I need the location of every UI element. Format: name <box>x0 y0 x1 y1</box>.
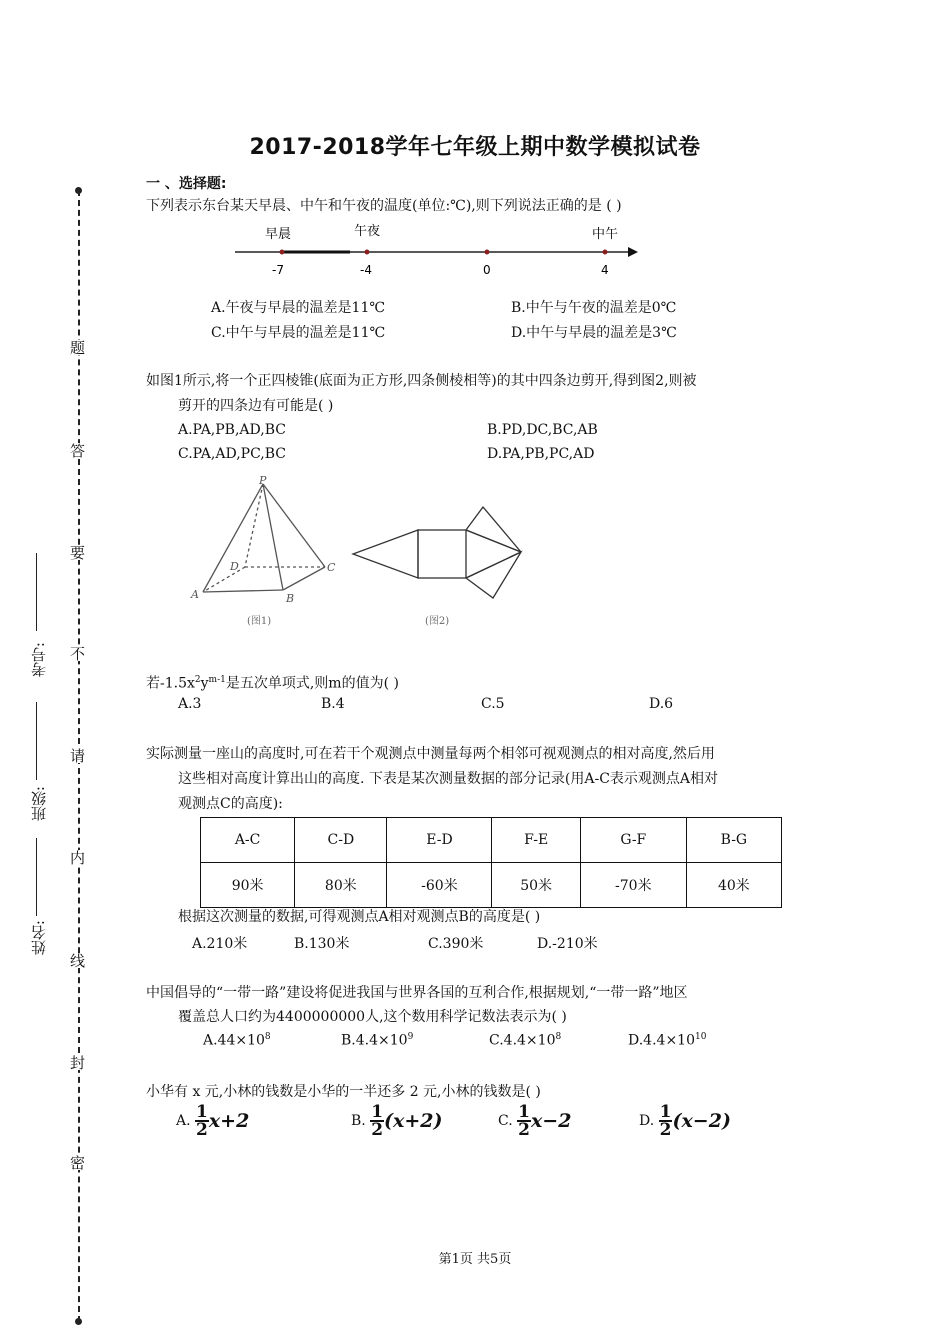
vertex-label: C <box>327 561 336 574</box>
fraction-one-half: $\frac{1}{2}$ <box>371 1102 384 1140</box>
label-noon: 中午 <box>592 227 619 242</box>
name-field[interactable] <box>36 838 37 916</box>
vertex-label: A <box>191 588 199 601</box>
q5-option-d[interactable]: $D.4.4\times 10^{10}$ <box>628 1032 707 1049</box>
q1-stem: 下列表示东台某天早晨、中午和午夜的温度(单位:℃),则下列说法正确的是 ( ) <box>146 198 622 214</box>
binding-char: 要 <box>68 545 86 560</box>
q3-option-b[interactable]: B.4 <box>321 696 345 712</box>
vertex-label: D <box>230 560 239 573</box>
q1-option-d[interactable]: D.中午与早晨的温差是3℃ <box>511 325 677 341</box>
table-header-cell: C-D <box>295 818 387 863</box>
table-header-row <box>201 818 782 863</box>
class-label: 班级: <box>30 786 48 822</box>
binding-dot-top <box>75 187 82 194</box>
q4-option-d[interactable]: D.-210米 <box>537 936 598 952</box>
point-morning <box>280 250 285 255</box>
q2-option-d[interactable]: D.PA,PB,PC,AD <box>487 446 595 462</box>
binding-dot-bottom <box>75 1318 82 1325</box>
page-title: 2017-2018学年七年级上期中数学模拟试卷 <box>249 135 701 160</box>
q4-option-a[interactable]: A.210米 <box>192 936 248 952</box>
table-value-cell: 40米 <box>686 863 781 908</box>
q4-stem-line3: 观测点C的高度): <box>178 796 283 812</box>
q5-option-b[interactable]: $B.4.4\times 10^9$ <box>341 1032 414 1049</box>
table-header-cell: F-E <box>492 818 580 863</box>
binding-char: 题 <box>68 340 86 355</box>
tick-label: 4 <box>601 263 609 277</box>
class-field[interactable] <box>36 702 37 780</box>
figure2-caption: (图2) <box>425 616 450 627</box>
q4-option-b[interactable]: B.130米 <box>294 936 350 952</box>
point-midnight <box>365 250 370 255</box>
net-figure <box>353 507 521 598</box>
section-heading: 一 、选择题: <box>146 176 227 192</box>
q4-question: 根据这次测量的数据,可得观测点A相对观测点B的高度是( ) <box>178 909 541 925</box>
table-value-cell: -60米 <box>387 863 492 908</box>
exam-number-field[interactable] <box>36 553 37 631</box>
q1-option-a[interactable]: A.午夜与早晨的温差是11℃ <box>211 300 386 316</box>
binding-char: 不 <box>68 646 86 661</box>
q4-table <box>200 817 782 908</box>
binding-char: 答 <box>68 443 86 458</box>
vertex-label: B <box>286 592 295 605</box>
binding-char: 线 <box>68 953 86 968</box>
q4-stem-line2: 这些相对高度计算出山的高度. 下表是某次测量数据的部分记录(用A-C表示观测点A相对 <box>178 771 719 787</box>
binding-char: 内 <box>68 850 86 865</box>
fraction-one-half: $\frac{1}{2}$ <box>659 1102 672 1140</box>
point-zero <box>485 250 490 255</box>
pyramid-figure <box>203 484 325 592</box>
table-header-cell: E-D <box>387 818 492 863</box>
figure1-caption: (图1) <box>247 616 272 627</box>
q2-stem-line2: 剪开的四条边有可能是( ) <box>178 398 334 414</box>
q2-option-a[interactable]: A.PA,PB,AD,BC <box>178 422 286 438</box>
tick-label: 0 <box>483 263 491 277</box>
table-header-cell: A-C <box>201 818 295 863</box>
table-header-cell: B-G <box>686 818 781 863</box>
q6-option-b[interactable]: B. $\frac{1}{2}$ (x+2) <box>351 1102 443 1140</box>
point-noon <box>603 250 608 255</box>
table-header-cell: G-F <box>580 818 686 863</box>
q2-stem-line1: 如图1所示,将一个正四棱锥(底面为正方形,四条侧棱相等)的其中四条边剪开,得到图2,则被 <box>146 373 697 389</box>
q5-stem-line1: 中国倡导的“一带一路”建设将促进我国与世界各国的互利合作,根据规划,“一带一路”地区 <box>146 985 688 1001</box>
q5-option-c[interactable]: $C.4.4\times 10^8$ <box>489 1032 562 1049</box>
tick-label: -7 <box>272 263 284 277</box>
q3-option-c[interactable]: C.5 <box>481 696 505 712</box>
q2-option-c[interactable]: C.PA,AD,PC,BC <box>178 446 286 462</box>
q6-option-c[interactable]: C. $\frac{1}{2}$ x−2 <box>498 1102 572 1140</box>
fraction-one-half: $\frac{1}{2}$ <box>518 1102 530 1140</box>
q3-option-a[interactable]: A.3 <box>178 696 202 712</box>
binding-char: 密 <box>68 1155 86 1170</box>
table-value-cell: -70米 <box>580 863 686 908</box>
q1-option-b[interactable]: B.中午与午夜的温差是0℃ <box>511 300 677 316</box>
q2-figures <box>185 472 535 632</box>
number-line-arrow <box>628 247 638 257</box>
name-label: 姓名: <box>30 920 48 956</box>
q4-option-c[interactable]: C.390米 <box>428 936 484 952</box>
binding-char: 封 <box>68 1055 86 1070</box>
q3-stem: 若$-1.5x^2y^{m-1}$是五次单项式,则m的值为( ) <box>146 675 399 692</box>
vertex-label: P <box>259 474 267 487</box>
table-value-cell: 90米 <box>201 863 295 908</box>
q6-stem: 小华有 x 元,小林的钱数是小华的一半还多 2 元,小林的钱数是( ) <box>146 1084 541 1100</box>
table-value-row <box>201 863 782 908</box>
q4-stem-line1: 实际测量一座山的高度时,可在若干个观测点中测量每两个相邻可视观测点的相对高度,然后用 <box>146 746 715 762</box>
tick-label: -4 <box>360 263 372 277</box>
label-midnight: 午夜 <box>354 224 381 239</box>
binding-char: 请 <box>68 748 86 763</box>
label-morning: 早晨 <box>265 227 292 242</box>
q6-option-a[interactable]: A. $\frac{1}{2}$ x+2 <box>176 1102 250 1140</box>
table-value-cell: 50米 <box>492 863 580 908</box>
q2-option-b[interactable]: B.PD,DC,BC,AB <box>487 422 598 438</box>
q1-number-line <box>230 220 650 280</box>
q3-option-d[interactable]: D.6 <box>649 696 674 712</box>
table-value-cell: 80米 <box>295 863 387 908</box>
q5-stem-line2: 覆盖总人口约为4400000000人,这个数用科学记数法表示为( ) <box>178 1009 567 1025</box>
fraction-one-half: $\frac{1}{2}$ <box>196 1102 208 1140</box>
q5-option-a[interactable]: $A.44\times 10^8$ <box>203 1032 271 1049</box>
page-footer: 第1页 共5页 <box>438 1252 512 1267</box>
exam-number-label: 考号: <box>30 642 48 678</box>
q6-option-d[interactable]: D. $\frac{1}{2}$ (x−2) <box>639 1102 731 1140</box>
q1-option-c[interactable]: C.中午与早晨的温差是11℃ <box>211 325 386 341</box>
